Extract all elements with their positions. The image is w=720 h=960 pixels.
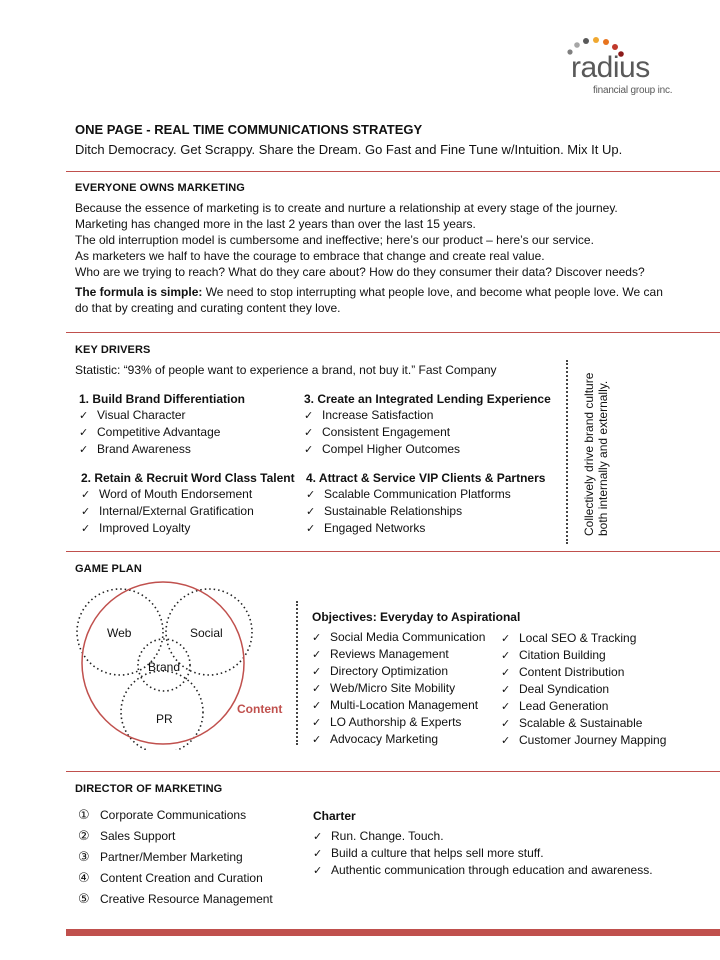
page-subtitle: Ditch Democracy. Get Scrappy. Share the Dream. Go Fast and Fine Tune w/Intuition. Mix It Up. (75, 142, 623, 157)
everyone-line: As marketers we half to have the courage to embrace that change and create real value. (75, 249, 545, 263)
page-title: ONE PAGE - REAL TIME COMMUNICATIONS STRATEGY (75, 122, 423, 137)
formula-lead: The formula is simple: (75, 285, 203, 299)
logo-wordmark: radius (571, 51, 650, 84)
circled-number: ④ (78, 871, 90, 886)
list-item: ✓ Multi-Location Management (312, 698, 479, 712)
side-note-line: Collectively drive brand culture (582, 372, 596, 536)
check-icon: ✓ (501, 717, 511, 730)
driver-title: 2. Retain & Recruit Word Class Talent (81, 471, 295, 485)
list-item: ✓ Visual Character (79, 408, 186, 422)
driver-group (304, 391, 551, 458)
check-icon: ✓ (501, 734, 511, 747)
check-icon: ✓ (501, 632, 511, 645)
circled-number: ② (78, 829, 90, 844)
list-item: ✓ Competitive Advantage (79, 425, 221, 439)
formula-text: We need to stop interrupting what people love, and become what people love. We can do that by creating and curating content they love. (75, 285, 663, 315)
driver-group (81, 470, 295, 537)
everyone-line: The old interruption model is cumbersome and ineffective; here’s our product – here’s our service. (75, 233, 594, 247)
list-item: ⑤ Creative Resource Management (78, 889, 273, 910)
list-item: ✓ Customer Journey Mapping (501, 733, 667, 747)
list-item: ✓ Citation Building (501, 648, 606, 662)
check-icon: ✓ (81, 488, 91, 501)
check-icon: ✓ (306, 505, 316, 518)
check-icon: ✓ (81, 505, 91, 518)
list-item: ✓ Compel Higher Outcomes (304, 442, 461, 456)
list-item: ✓ Word of Mouth Endorsement (81, 487, 253, 501)
objectives-col-1 (312, 629, 485, 748)
check-icon: ✓ (304, 443, 314, 456)
venn-label-content: Content (237, 702, 283, 716)
circled-number: ③ (78, 850, 90, 865)
director-heading: DIRECTOR OF MARKETING (75, 783, 223, 795)
director-list (78, 805, 273, 910)
check-icon: ✓ (501, 700, 511, 713)
objectives (312, 609, 712, 747)
objectives-title: Objectives: Everyday to Aspirational (312, 610, 521, 624)
divider-4 (66, 771, 720, 772)
formula-paragraph (75, 284, 665, 316)
check-icon: ✓ (312, 665, 322, 678)
check-icon: ✓ (312, 682, 322, 695)
list-item: ✓ Local SEO & Tracking (501, 631, 637, 645)
list-item: ✓ Engaged Networks (306, 521, 426, 535)
divider-3 (66, 551, 720, 552)
list-item: ✓ Run. Change. Touch. (313, 829, 444, 843)
list-item: ✓ Directory Optimization (312, 664, 449, 678)
list-item: ✓ Sustainable Relationships (306, 504, 463, 518)
list-item: ④ Content Creation and Curation (78, 868, 273, 889)
check-icon: ✓ (501, 649, 511, 662)
logo-tagline: financial group inc. (593, 85, 673, 96)
list-item: ✓ Scalable Communication Platforms (306, 487, 511, 501)
list-item: ✓ Authentic communication through education and awareness. (313, 863, 653, 877)
check-icon: ✓ (81, 522, 91, 535)
driver-title: 3. Create an Integrated Lending Experience (304, 392, 551, 406)
list-item: ✓ LO Authorship & Experts (312, 715, 462, 729)
list-item: ✓ Lead Generation (501, 699, 609, 713)
gameplan-heading: GAME PLAN (75, 563, 142, 575)
venn-diagram (76, 580, 296, 750)
check-icon: ✓ (312, 733, 322, 746)
check-icon: ✓ (312, 631, 322, 644)
check-icon: ✓ (79, 443, 89, 456)
list-item: ✓ Internal/External Gratification (81, 504, 254, 518)
check-icon: ✓ (313, 864, 323, 877)
list-item: ✓ Deal Syndication (501, 682, 610, 696)
check-icon: ✓ (312, 699, 322, 712)
charter-title: Charter (313, 809, 356, 823)
drivers-side-note (582, 356, 610, 536)
section-everyone (75, 182, 695, 316)
check-icon: ✓ (306, 522, 316, 535)
list-item: ✓ Build a culture that helps sell more stuff. (313, 846, 544, 860)
list-item: ✓ Web/Micro Site Mobility (312, 681, 456, 695)
driver-title: 1. Build Brand Differentiation (79, 392, 246, 406)
charter (313, 808, 653, 879)
list-item: ① Corporate Communications (78, 805, 273, 826)
venn-label-brand: Brand (148, 660, 181, 674)
objectives-col-2 (501, 630, 666, 749)
drivers-divider (566, 360, 568, 544)
side-note-line: both internally and externally. (596, 380, 610, 536)
venn-label-pr: PR (156, 712, 173, 726)
check-icon: ✓ (79, 409, 89, 422)
check-icon: ✓ (501, 683, 511, 696)
circled-number: ① (78, 808, 90, 823)
gameplan-divider (296, 601, 298, 745)
brand-logo (556, 36, 696, 106)
footer-bar (66, 929, 720, 936)
check-icon: ✓ (312, 716, 322, 729)
driver-group (79, 391, 245, 458)
divider-2 (66, 332, 720, 333)
check-icon: ✓ (501, 666, 511, 679)
venn-label-web: Web (107, 626, 132, 640)
driver-title: 4. Attract & Service VIP Clients & Partners (306, 471, 546, 485)
list-item: ✓ Advocacy Marketing (312, 732, 439, 746)
check-icon: ✓ (304, 409, 314, 422)
list-item: ③ Partner/Member Marketing (78, 847, 273, 868)
driver-group (306, 470, 545, 537)
check-icon: ✓ (304, 426, 314, 439)
section-drivers (75, 344, 565, 544)
drivers-statistic: Statistic: “93% of people want to experience a brand, not buy it.” Fast Company (75, 363, 497, 377)
venn-label-social: Social (190, 626, 223, 640)
everyone-line: Who are we trying to reach? What do they care about? How do they consumer their data? Discover needs? (75, 265, 645, 279)
list-item: ✓ Increase Satisfaction (304, 408, 434, 422)
check-icon: ✓ (79, 426, 89, 439)
list-item: ② Sales Support (78, 826, 273, 847)
list-item: ✓ Social Media Communication (312, 630, 486, 644)
list-item: ✓ Improved Loyalty (81, 521, 191, 535)
check-icon: ✓ (313, 830, 323, 843)
check-icon: ✓ (306, 488, 316, 501)
everyone-line: Marketing has changed more in the last 2 years than over the last 15 years. (75, 217, 476, 231)
everyone-line: Because the essence of marketing is to create and nurture a relationship at every stage of the journey. (75, 201, 618, 215)
check-icon: ✓ (312, 648, 322, 661)
check-icon: ✓ (313, 847, 323, 860)
list-item: ✓ Reviews Management (312, 647, 449, 661)
list-item: ✓ Consistent Engagement (304, 425, 451, 439)
list-item: ✓ Brand Awareness (79, 442, 191, 456)
divider-1 (66, 171, 720, 172)
list-item: ✓ Content Distribution (501, 665, 625, 679)
circled-number: ⑤ (78, 892, 90, 907)
drivers-heading: KEY DRIVERS (75, 344, 151, 356)
everyone-heading: EVERYONE OWNS MARKETING (75, 182, 245, 194)
list-item: ✓ Scalable & Sustainable (501, 716, 643, 730)
venn-shapes (76, 580, 296, 750)
